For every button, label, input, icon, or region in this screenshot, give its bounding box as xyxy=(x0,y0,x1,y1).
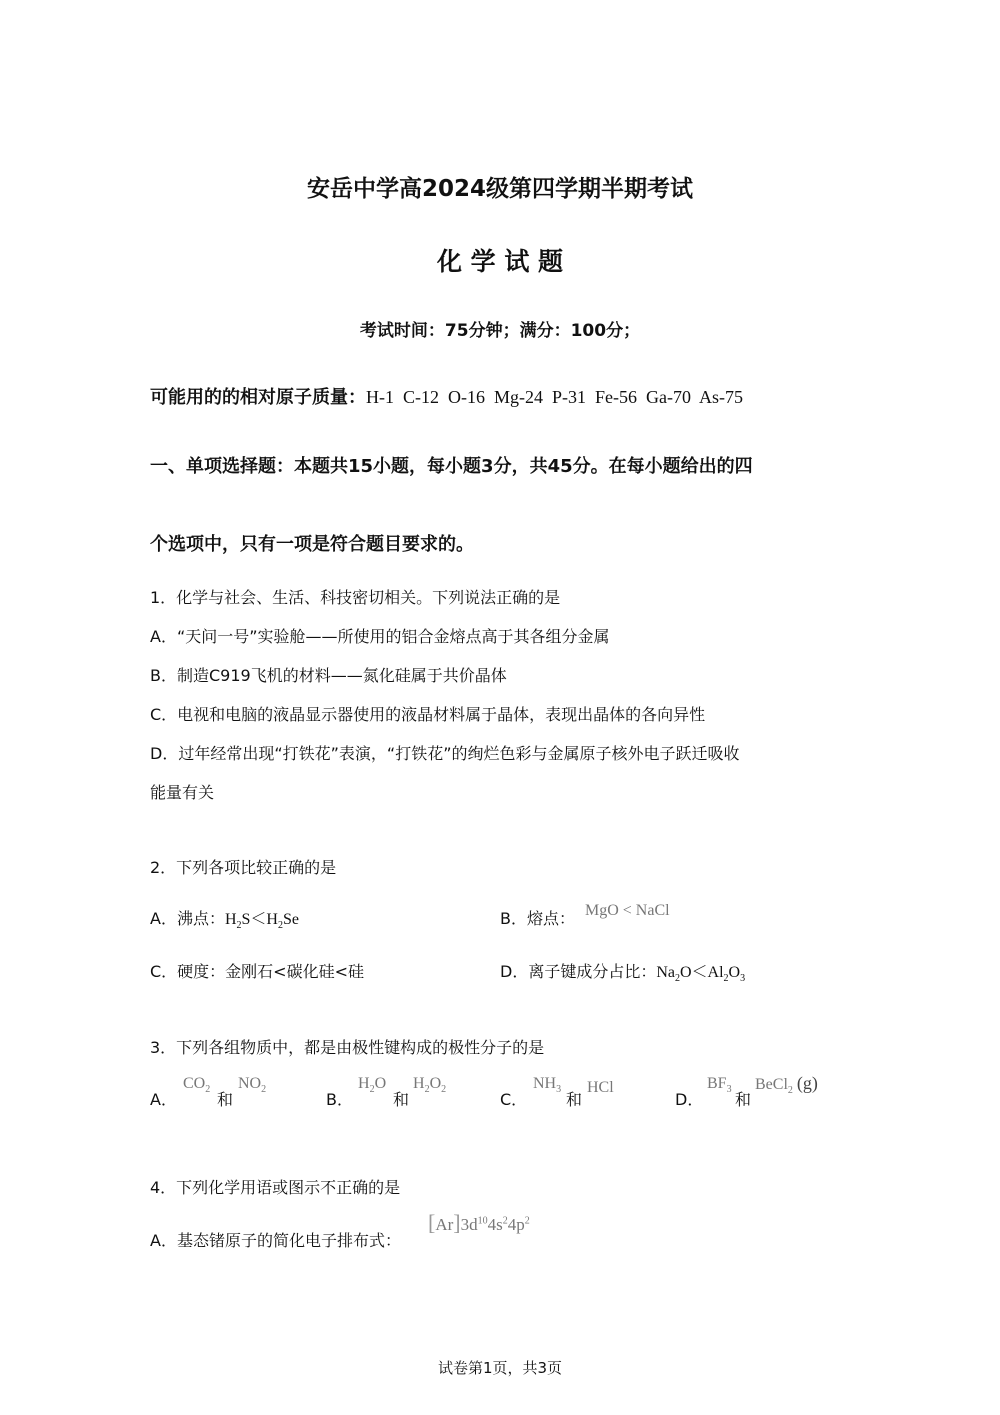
q3-option-d-label: D． xyxy=(675,1090,704,1109)
q1-option-a: A．“天问一号”实验舱——所使用的铝合金熔点高于其各组分金属 xyxy=(150,627,610,646)
q4-option-a-config: $[Ar]3d^{10}4s^24p^2$ xyxy=(428,1210,530,1235)
section-heading-line1: 一、单项选择题：本题共15小题，每小题3分，共45分。在每小题给出的四 xyxy=(150,456,753,477)
exam-title: 安岳中学高2024级第四学期半期考试 xyxy=(306,176,693,202)
q2-option-a-formula: $H_2S<H_2Se$ xyxy=(224,911,299,932)
q3-option-c-formula1: $NH_3$ xyxy=(533,1075,562,1096)
q2-option-d xyxy=(500,959,745,984)
q3-option-a-formula2: $NO_2$ xyxy=(238,1075,267,1096)
page-footer: 试卷第1页，共3页 xyxy=(437,1359,563,1377)
q3-option-c-label: C． xyxy=(500,1090,528,1109)
q3-option-b-label: B． xyxy=(326,1090,353,1109)
exam-info: 考试时间：75分钟；满分：100分； xyxy=(359,321,641,341)
q1-option-b: B．制造C919飞机的材料——氮化硅属于共价晶体 xyxy=(150,666,507,685)
atomic-mass-line xyxy=(150,383,743,409)
q3-option-c-formula2: HCl xyxy=(587,1079,614,1096)
q1-option-c: C．电视和电脑的液晶显示器使用的液晶材料属于晶体，表现出晶体的各向异性 xyxy=(150,705,706,724)
q3-stem: 3．下列各组物质中，都是由极性键构成的极性分子的是 xyxy=(150,1038,545,1057)
q3-option-a-label: A． xyxy=(150,1090,177,1109)
q3-option-d-formula2: BeCl$_2$ (g) xyxy=(755,1073,818,1097)
q3-option-d-and: 和 xyxy=(735,1090,752,1109)
q1-option-d-line2: 能量有关 xyxy=(150,783,215,802)
q2-option-b-label: B．熔点： xyxy=(500,909,575,928)
subject-title: 化 学 试 题 xyxy=(436,247,564,276)
q3-option-b-and: 和 xyxy=(393,1090,410,1109)
q2-option-c: C．硬度：金刚石<碳化硅<硅 xyxy=(150,962,364,981)
atomic-mass-label: 可能用的的相对原子质量： xyxy=(150,387,366,408)
q3-option-d-formula1: $BF_3$ xyxy=(707,1075,732,1096)
q3-option-d-gas-state: (g) xyxy=(796,1073,818,1093)
q4-stem: 4．下列化学用语或图示不正确的是 xyxy=(150,1178,401,1197)
q2-option-a-label: A．沸点： xyxy=(150,909,225,928)
q3-option-a-and: 和 xyxy=(217,1090,234,1109)
q2-stem: 2．下列各项比较正确的是 xyxy=(150,858,337,877)
q2-option-a xyxy=(150,906,299,931)
atomic-mass-values: H-1 C-12 O-16 Mg-24 P-31 Fe-56 Ga-70 As-75 xyxy=(366,387,743,407)
q3-option-c-and: 和 xyxy=(566,1090,583,1109)
q3-option-a-formula1: $CO_2$ xyxy=(183,1075,211,1096)
q4-option-a-label: A．基态锗原子的简化电子排布式： xyxy=(150,1231,401,1250)
q2-option-d-label: D．离子键成分占比： xyxy=(500,962,657,981)
q2-option-d-formula: $Na_2O<Al_2O_3$ xyxy=(656,964,746,985)
section-heading-line2: 个选项中，只有一项是符合题目要求的。 xyxy=(150,534,474,555)
q1-stem: 1．化学与社会、生活、科技密切相关。下列说法正确的是 xyxy=(150,588,561,607)
q1-option-d-line1: D．过年经常出现“打铁花”表演，“打铁花”的绚烂色彩与金属原子核外电子跃迁吸收 xyxy=(150,744,740,763)
q2-option-b xyxy=(500,906,575,929)
q2-option-b-formula: MgO < NaCl xyxy=(585,902,670,919)
q3-option-b-formula1: $H_2O$ xyxy=(358,1075,387,1096)
q3-option-b-formula2: $H_2O_2$ xyxy=(413,1075,447,1096)
